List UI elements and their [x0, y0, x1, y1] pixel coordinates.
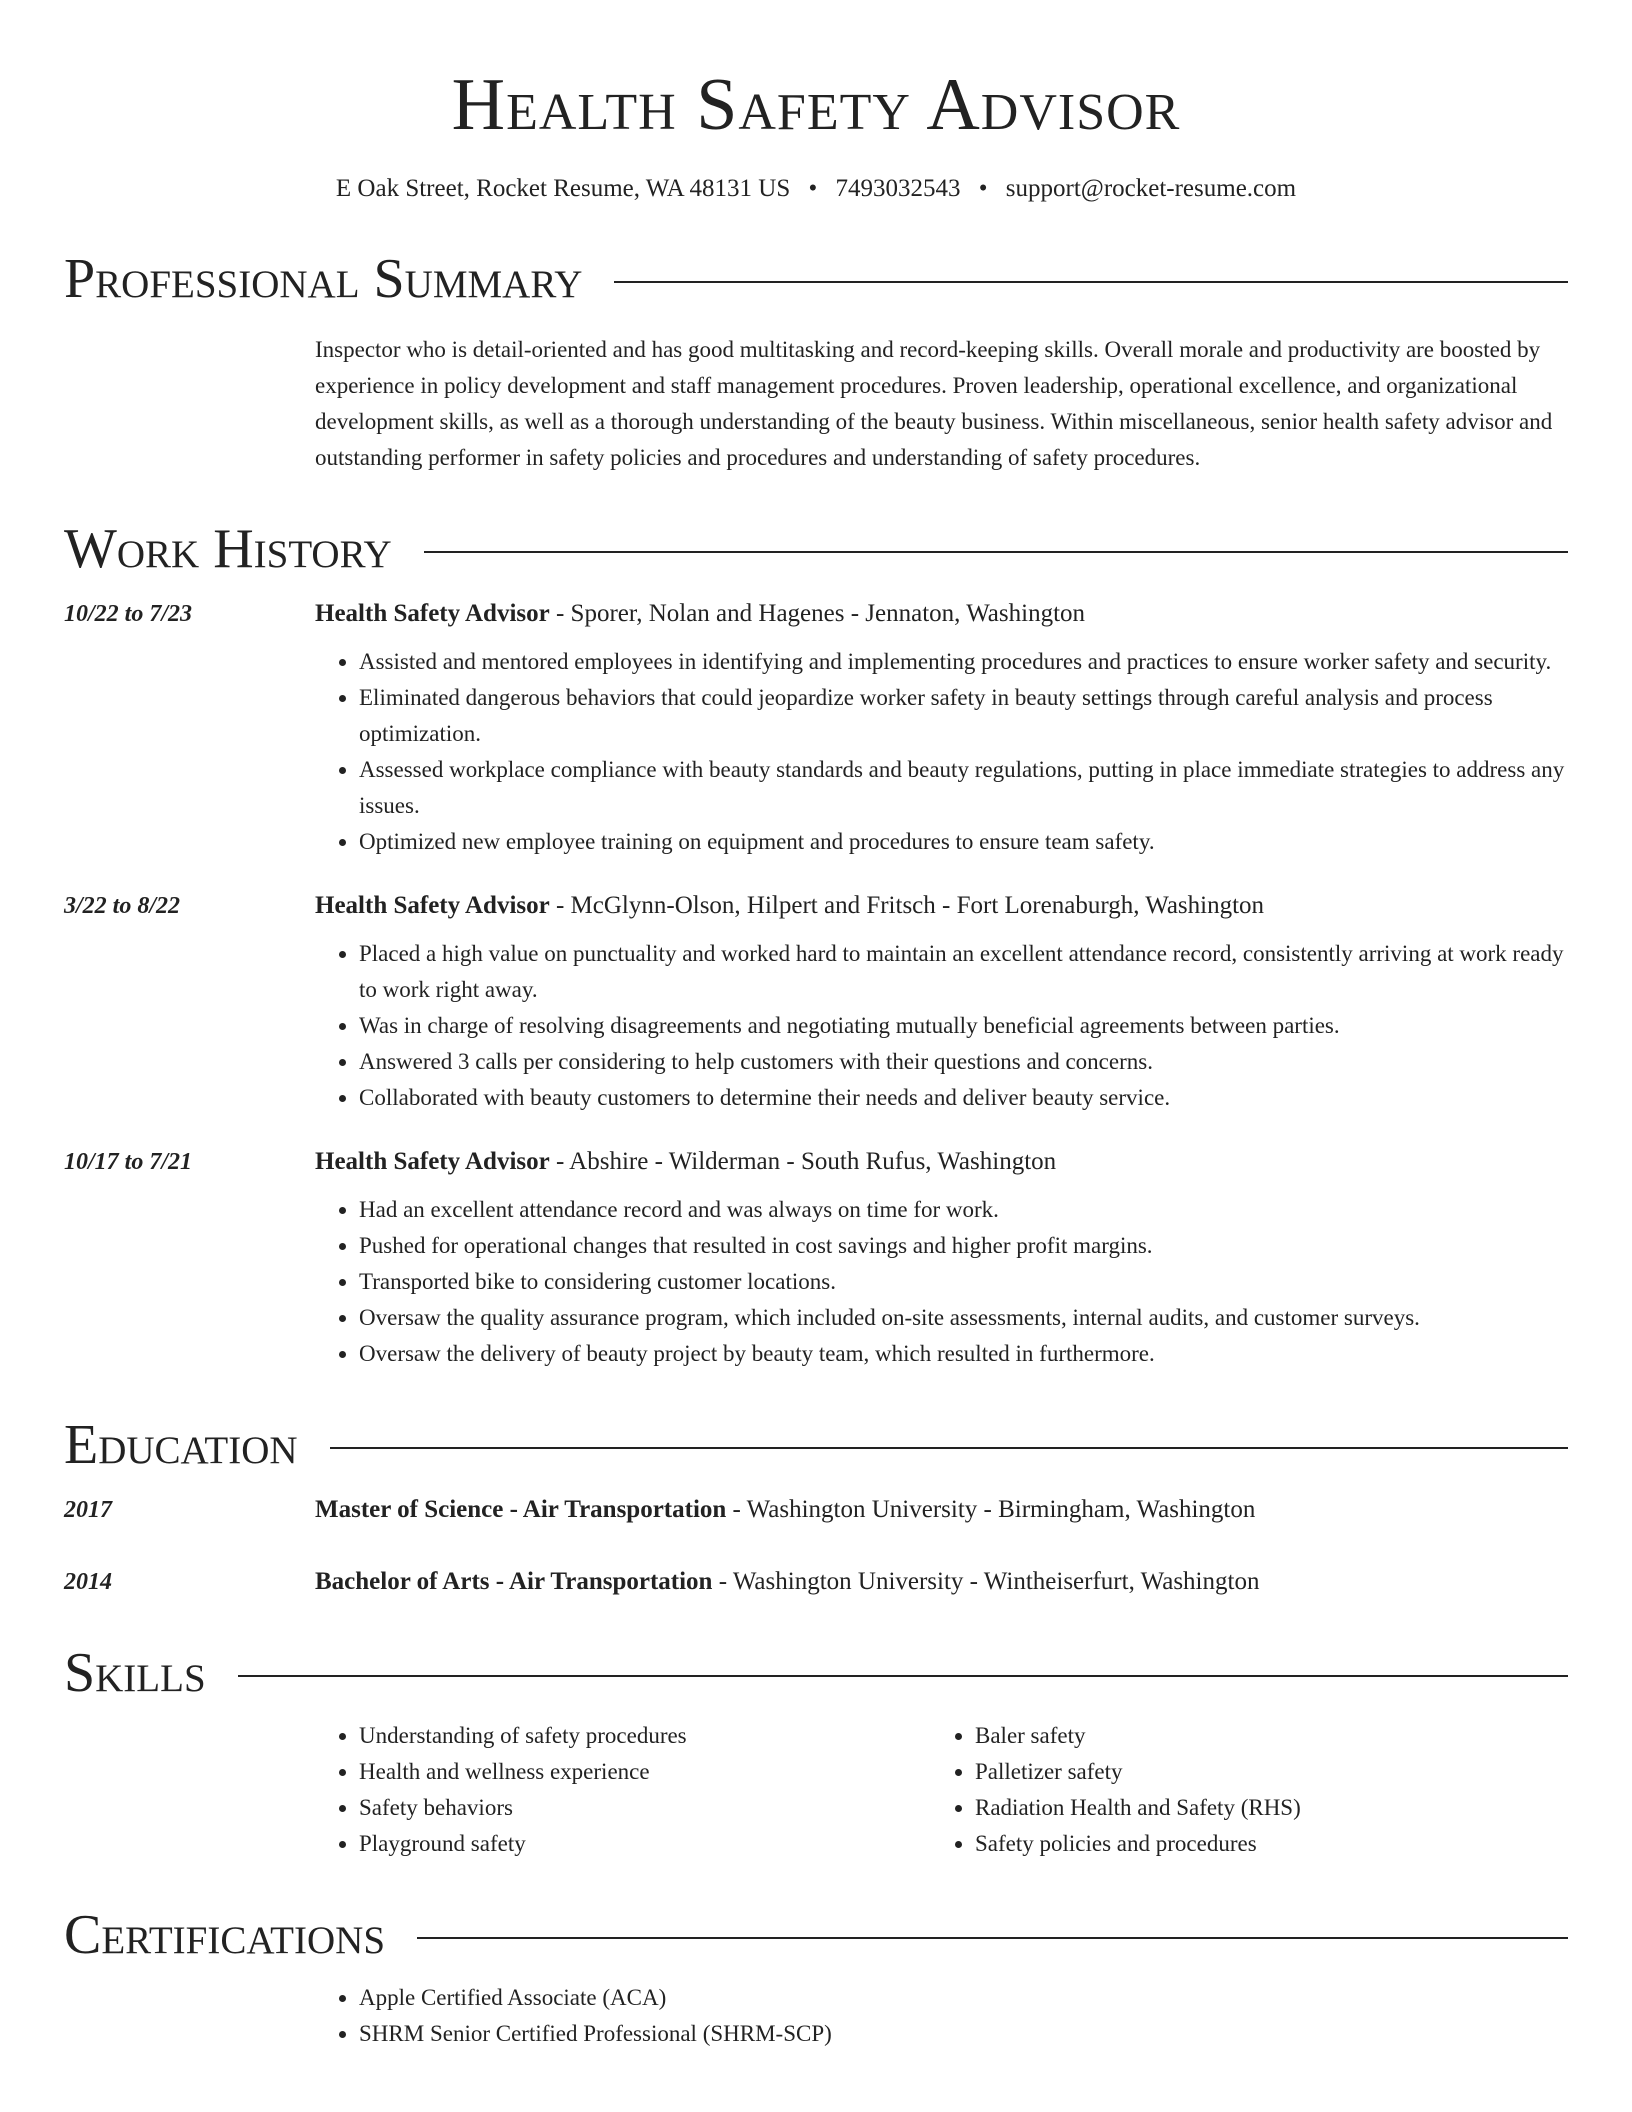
education-degree: Bachelor of Arts - Air Transportation: [315, 1568, 713, 1595]
job-role: Health Safety Advisor: [315, 600, 550, 627]
job-content: [315, 888, 1568, 1116]
contact-email: support@rocket-resume.com: [1005, 175, 1297, 202]
section-header-certifications: [64, 1902, 1568, 1968]
education-content: [315, 1564, 1568, 1600]
list-item: • Assessed workplace compliance with beauty standards and beauty regulations, putting in place immediate strategies to address any issues.: [359, 752, 1568, 824]
job-details: - Abshire - Wilderman - South Rufus, Washington: [549, 1148, 1057, 1175]
certification-item: • SHRM Senior Certified Professional (SHRM-SCP): [359, 2016, 1568, 2052]
job-entry: [64, 596, 1568, 860]
job-details: - Sporer, Nolan and Hagenes - Jennaton, Washington: [549, 600, 1086, 627]
section-header-education: [64, 1412, 1568, 1478]
job-heading: [315, 888, 1568, 924]
education-year: 2014: [64, 1569, 112, 1595]
section-title: Professional Summary: [64, 248, 583, 310]
skill-item: • Understanding of safety procedures: [359, 1718, 931, 1754]
section-title: Certifications: [64, 1904, 386, 1966]
section-title: Skills: [64, 1642, 206, 1704]
job-bullets: [315, 1192, 1568, 1372]
job-role: Health Safety Advisor: [315, 892, 550, 919]
list-item: • Eliminated dangerous behaviors that could jeopardize worker safety in beauty settings through careful analysis and process optimization.: [359, 680, 1568, 752]
job-entry: [64, 1144, 1568, 1372]
section-header-summary: [64, 246, 1568, 312]
skill-item: • Radiation Health and Safety (RHS): [975, 1790, 1547, 1826]
job-dates: 10/22 to 7/23: [64, 601, 193, 627]
education-details: - Washington University - Birmingham, Washington: [726, 1496, 1256, 1523]
resume-name: Health Safety Advisor: [451, 64, 1181, 146]
list-item: • Optimized new employee training on equipment and procedures to ensure team safety.: [359, 824, 1568, 860]
list-item: • Had an excellent attendance record and was always on time for work.: [359, 1192, 1568, 1228]
job-content: [315, 1144, 1568, 1372]
contact-line: [64, 172, 1568, 206]
job-entry: [64, 888, 1568, 1116]
certification-item: • Apple Certified Associate (ACA): [359, 1980, 1568, 2016]
section-divider: [238, 1675, 1568, 1677]
list-item: • Oversaw the quality assurance program, which included on-site assessments, internal audits, and customer surveys.: [359, 1300, 1568, 1336]
summary-text: Inspector who is detail-oriented and has good multitasking and record-keeping skills. Overall morale and productivity are boosted by experience in policy development and staff management procedures. Proven leadership, operational excellence, and organizational development skills, as well as a thorough understanding of the beauty business. Within miscellaneous, senior health safety advisor and outstanding performer in safety policies and procedures and understanding of safety procedures.: [315, 337, 1553, 470]
job-dates: 10/17 to 7/21: [64, 1149, 193, 1175]
job-details: - McGlynn-Olson, Hilpert and Fritsch - Fort Lorenaburgh, Washington: [549, 892, 1265, 919]
contact-address: E Oak Street, Rocket Resume, WA 48131 US: [335, 175, 791, 202]
education-year: 2017: [64, 1497, 112, 1523]
certifications-list: [315, 1980, 1568, 2052]
job-role: Health Safety Advisor: [315, 1148, 550, 1175]
resume-page: [64, 0, 1568, 2052]
list-item: • Was in charge of resolving disagreements and negotiating mutually beneficial agreements between parties.: [359, 1008, 1568, 1044]
section-header-skills: [64, 1640, 1568, 1706]
skill-item: • Health and wellness experience: [359, 1754, 931, 1790]
skill-item: • Safety behaviors: [359, 1790, 931, 1826]
skills-column-right: [931, 1718, 1547, 1862]
job-heading: [315, 1144, 1568, 1180]
skill-item: • Palletizer safety: [975, 1754, 1547, 1790]
skills-column-left: [315, 1718, 931, 1862]
skill-item: • Baler safety: [975, 1718, 1547, 1754]
section-title: Education: [64, 1414, 298, 1476]
list-item: • Answered 3 calls per considering to help customers with their questions and concerns.: [359, 1044, 1568, 1080]
contact-separator: •: [978, 175, 988, 202]
section-title: Work History: [64, 518, 392, 580]
section-divider: [424, 551, 1568, 553]
certifications-items: [315, 1980, 1568, 2052]
list-item: • Transported bike to considering customer locations.: [359, 1264, 1568, 1300]
education-degree: Master of Science - Air Transportation: [315, 1496, 727, 1523]
skills-list: [315, 1718, 1568, 1862]
job-bullets: [315, 936, 1568, 1116]
skill-item: • Safety policies and procedures: [975, 1826, 1547, 1862]
section-header-work-history: [64, 516, 1568, 582]
section-divider: [417, 1937, 1568, 1939]
list-item: • Oversaw the delivery of beauty project by beauty team, which resulted in furthermore.: [359, 1336, 1568, 1372]
list-item: • Collaborated with beauty customers to determine their needs and deliver beauty service.: [359, 1080, 1568, 1116]
education-content: [315, 1492, 1568, 1528]
education-details: - Washington University - Wintheiserfurt, Washington: [712, 1568, 1260, 1595]
section-divider: [614, 281, 1568, 283]
education-entry: [64, 1564, 1568, 1600]
education-entry: [64, 1492, 1568, 1528]
contact-separator: •: [808, 175, 818, 202]
skill-item: • Playground safety: [359, 1826, 931, 1862]
list-item: • Placed a high value on punctuality and worked hard to maintain an excellent attendance record, consistently arriving at work ready to work right away.: [359, 936, 1568, 1008]
list-item: • Pushed for operational changes that resulted in cost savings and higher profit margins.: [359, 1228, 1568, 1264]
job-heading: [315, 596, 1568, 632]
list-item: • Assisted and mentored employees in identifying and implementing procedures and practices to ensure worker safety and security.: [359, 644, 1568, 680]
contact-phone: 7493032543: [835, 175, 961, 202]
section-divider: [330, 1447, 1568, 1449]
job-dates: 3/22 to 8/22: [64, 893, 181, 919]
job-content: [315, 596, 1568, 860]
job-bullets: [315, 644, 1568, 860]
